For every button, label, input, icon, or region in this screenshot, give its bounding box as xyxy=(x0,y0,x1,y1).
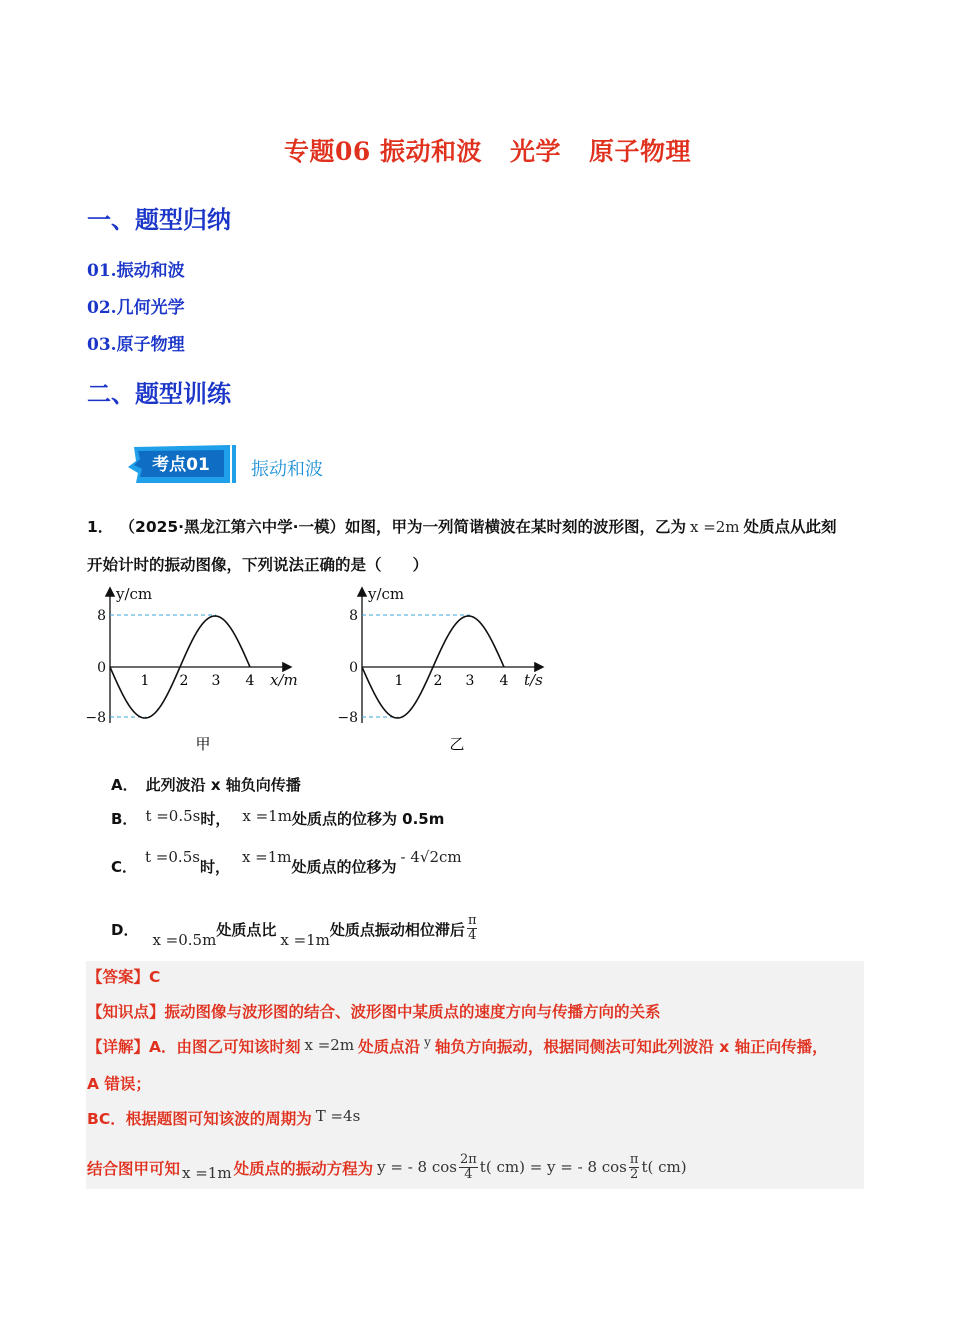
detail-a-text-1: 【详解】A．由图乙可知该时刻 xyxy=(87,1038,301,1056)
question-stem-1: （2025·黑龙江第六中学·一模）如图，甲为一列简谐横波在某时刻的波形图，乙为 xyxy=(127,518,686,536)
detail-eq-text-2: 处质点的振动方程为 xyxy=(233,1160,374,1178)
title-part-3: 原子物理 xyxy=(589,137,692,166)
detail-eq-line xyxy=(87,1152,687,1184)
detail-a-text-2: 处质点沿 xyxy=(358,1038,421,1056)
x-tick-1: 1 xyxy=(140,673,150,689)
page-title xyxy=(0,132,975,168)
t-tick-4: 4 xyxy=(499,673,509,689)
t-label: t/s xyxy=(524,671,543,689)
graph-caption: 甲 xyxy=(195,735,211,753)
math-x-1m: x =1m xyxy=(182,1164,232,1182)
topic-badge xyxy=(126,443,238,485)
math-x-2m: x =2m xyxy=(304,1036,355,1054)
answer-label: 【答案】C xyxy=(87,968,161,986)
math-x-2m: x =2m xyxy=(689,518,740,536)
math-eq-part-2: t( cm) = y = - 8 cos xyxy=(479,1158,627,1176)
section-heading-1: 一、题型归纳 xyxy=(87,205,231,234)
detail-a-line-2: A 错误； xyxy=(87,1075,151,1093)
option-d-text-1: 处质点比 xyxy=(216,921,277,939)
option-b-text-1: 时， xyxy=(200,810,231,828)
y-tick-bottom: −8 xyxy=(85,710,106,726)
x-tick-2: 2 xyxy=(179,673,189,689)
t-tick-1: 1 xyxy=(394,673,404,689)
option-a-key: A． xyxy=(111,776,138,794)
wave-graph xyxy=(85,583,308,763)
option-a[interactable] xyxy=(111,774,301,795)
option-b[interactable] xyxy=(111,808,444,829)
detail-eq-text-1: 结合图甲可知 xyxy=(87,1160,181,1178)
frac-den: 2 xyxy=(630,1167,639,1182)
math-eq-part-3: t( cm) xyxy=(641,1158,687,1176)
option-c[interactable] xyxy=(111,848,462,877)
option-c-text-1: 时， xyxy=(199,858,230,876)
math-t-05s: t =0.5s xyxy=(145,848,200,866)
question-line-1 xyxy=(87,517,837,537)
x-tick-4: 4 xyxy=(245,673,255,689)
frac-num: π xyxy=(629,1152,639,1167)
toc-item-3[interactable]: 03.原子物理 xyxy=(87,335,185,355)
math-period: T =4s xyxy=(315,1107,361,1125)
frac-num: 2π xyxy=(459,1152,477,1167)
knowledge-point: 【知识点】振动图像与波形图的结合、波形图中某质点的速度方向与传播方向的关系 xyxy=(87,1003,661,1021)
math-x-1m: x =1m xyxy=(242,807,292,825)
badge-label: 考点01 xyxy=(152,455,210,475)
math-x-1m: x =1m xyxy=(241,848,292,866)
question-line-2: 开始计时的振动图像，下列说法正确的是（ ） xyxy=(87,556,429,574)
t-tick-3: 3 xyxy=(465,673,475,689)
vibration-graph xyxy=(337,583,560,763)
math-displacement: - 4√2cm xyxy=(400,848,462,866)
section-heading-2: 二、题型训练 xyxy=(87,379,231,408)
math-frac-pi-2 xyxy=(629,1153,640,1182)
option-d-key: D． xyxy=(111,921,139,939)
option-a-text: 此列波沿 x 轴负向传播 xyxy=(145,776,301,794)
math-phase-fraction xyxy=(467,914,478,943)
y-tick-zero: 0 xyxy=(349,660,358,676)
y-tick-zero: 0 xyxy=(97,660,106,676)
title-part-1: 专题06 振动和波 xyxy=(283,137,482,166)
x-label: x/m xyxy=(270,671,298,689)
frac-den: 4 xyxy=(468,928,477,943)
toc-item-1[interactable]: 01.振动和波 xyxy=(87,261,185,281)
question-stem-1-end: 处质点从此刻 xyxy=(743,518,837,536)
title-part-2: 光学 xyxy=(509,137,561,166)
y-tick-bottom: −8 xyxy=(337,710,358,726)
math-y: y xyxy=(424,1035,431,1049)
badge-topic: 振动和波 xyxy=(251,459,323,480)
question-number: 1． xyxy=(87,518,114,536)
option-b-key: B． xyxy=(111,810,138,828)
detail-a-text-3: 轴负方向振动，根据同侧法可知此列波沿 x 轴正向传播， xyxy=(434,1038,828,1056)
math-eq-part-1: y = - 8 cos xyxy=(377,1158,457,1176)
frac-num: π xyxy=(467,913,477,928)
x-tick-3: 3 xyxy=(211,673,221,689)
option-c-key: C． xyxy=(111,858,138,876)
frac-den: 4 xyxy=(464,1167,473,1182)
option-d-text-2: 处质点振动相位滞后 xyxy=(329,921,465,939)
y-label: y/cm xyxy=(116,585,153,603)
math-t-05s: t =0.5s xyxy=(145,807,201,825)
y-tick-top: 8 xyxy=(97,608,106,624)
y-tick-top: 8 xyxy=(349,608,358,624)
math-x-1m: x =1m xyxy=(280,931,330,949)
math-frac-2pi-4 xyxy=(459,1153,478,1182)
y-label: y/cm xyxy=(368,585,405,603)
t-tick-2: 2 xyxy=(433,673,443,689)
detail-a-line xyxy=(87,1035,828,1057)
toc-item-2[interactable]: 02.几何光学 xyxy=(87,298,185,318)
graph-caption: 乙 xyxy=(449,735,465,753)
math-x-05m: x =0.5m xyxy=(152,931,217,949)
option-b-text-2: 处质点的位移为 0.5m xyxy=(291,810,445,828)
option-d[interactable] xyxy=(111,913,479,949)
detail-bc-line xyxy=(87,1107,360,1129)
option-c-text-2: 处质点的位移为 xyxy=(291,858,397,876)
detail-bc-text: BC．根据题图可知该波的周期为 xyxy=(87,1110,312,1128)
